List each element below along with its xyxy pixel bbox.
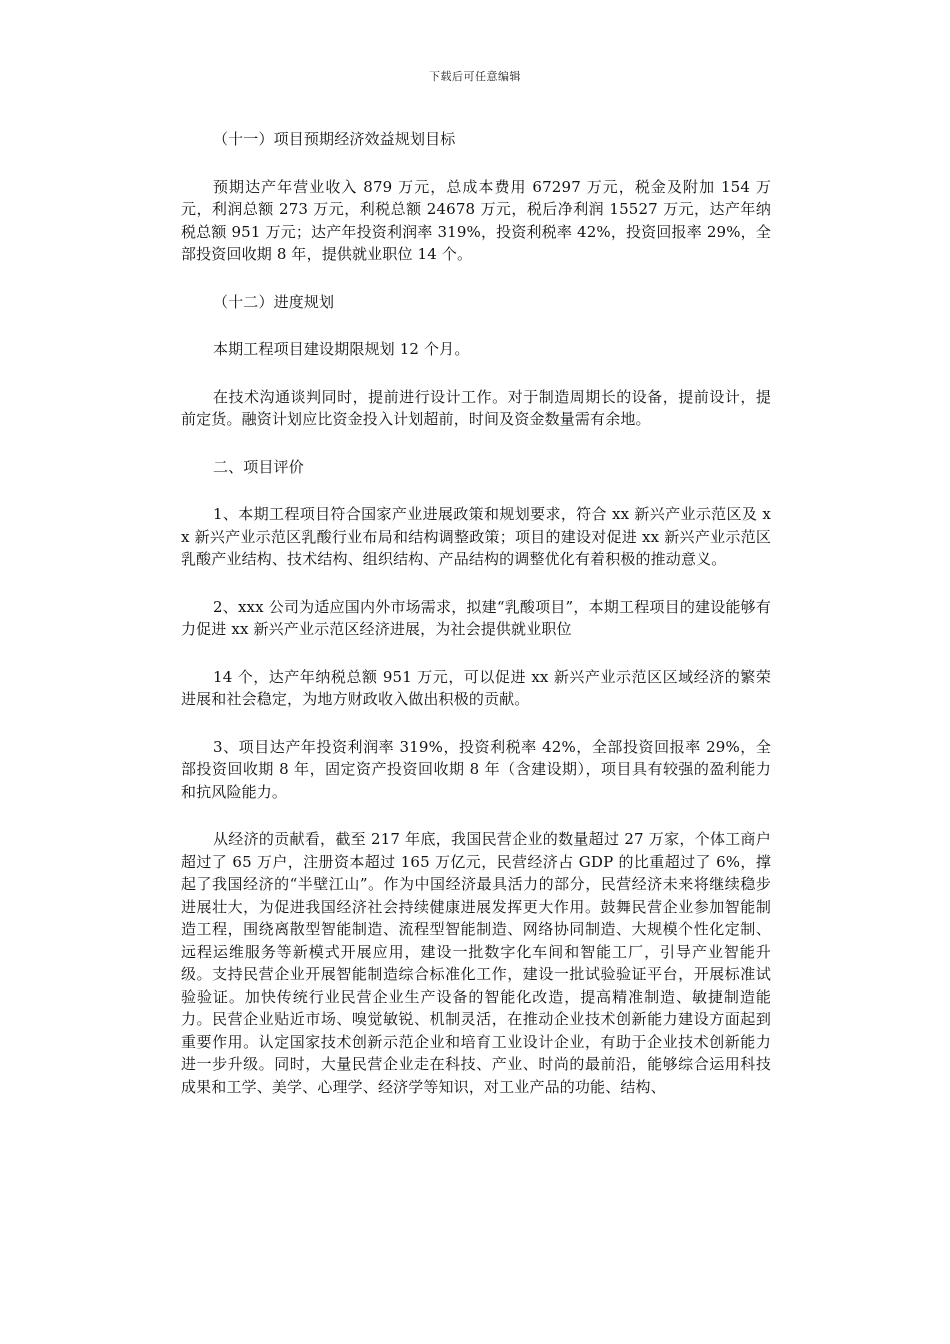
section-heading-schedule: （十二）进度规划 [213,292,335,311]
paragraph-evaluation-2-continued: 14 个，达产年纳税总额 951 万元，可以促进 xx 新兴产业示范区区域经济的繁荣进展和社会稳定，为地方财政收入做出积极的贡献。 [181,667,771,708]
document-body [181,128,771,1098]
paragraph-construction-period: 本期工程项目建设期限规划 12 个月。 [213,340,470,358]
paragraph-evaluation-3: 3、项目达产年投资利润率 319%，投资利税率 42%，全部投资回报率 29%，全部投资回收期 8 年，固定资产投资回收期 8 年（含建设期），项目具有较强的盈利能力和抗风险能力。 [181,737,771,801]
section-heading-evaluation: 二、项目评价 [213,457,304,476]
paragraph-economic-figures: 预期达产年营业收入 879 万元，总成本费用 67297 万元，税金及附加 154 万元，利润总额 273 万元，利税总额 24678 万元，税后净利润 15527 万元，达产年纳税总额 951 万元；达产年投资利润率 319%，投资利税率 42%，投资回报率 29%，全部投资回收期 8 年，提供就业职位 14 个。 [181,177,771,263]
paragraph-private-economy: 从经济的贡献看，截至 217 年底，我国民营企业的数量超过 27 万家，个体工商户超过了 65 万户，注册资本超过 165 万亿元，民营经济占 GDP 的比重超过了 6%，撑起了我国经济的“半壁江山”。作为中国经济最具活力的部分，民营经济未来将继续稳步进展壮大，为促进我国经济社会持续健康进展发挥更大作用。鼓舞民营企业参加智能制造工程，围绕离散型智能制造、流程型智能制造、网络协同制造、大规模个性化定制、远程运维服务等新模式开展应用，建设一批数字化车间和智能工厂，引导产业智能升级。支持民营企业开展智能制造综合标准化工作，建设一批试验验证平台，开展标准试验验证。加快传统行业民营企业生产设备的智能化改造，提高精准制造、敏捷制造能力。民营企业贴近市场、嗅觉敏锐、机制灵活，在推动企业技术创新能力建设方面起到重要作用。认定国家技术创新示范企业和培育工业设计企业，有助于企业技术创新能力进一步升级。同时，大量民营企业走在科技、产业、时尚的最前沿，能够综合运用科技成果和工学、美学、心理学、经济学等知识，对工业产品的功能、结构、 [181,830,771,1096]
paragraph-evaluation-1: 1、本期工程项目符合国家产业进展政策和规划要求，符合 xx 新兴产业示范区及 xx 新兴产业示范区乳酸行业布局和结构调整政策；项目的建设对促进 xx 新兴产业示范区乳酸产业结构、技术结构、组织结构、产品结构的调整优化有着积极的推动意义。 [181,505,771,568]
paragraph-design-work: 在技术沟通谈判同时，提前进行设计工作。对于制造周期长的设备，提前设计，提前定货。融资计划应比资金投入计划超前，时间及资金数量需有余地。 [181,387,771,428]
section-heading-economic-benefits: （十一）项目预期经济效益规划目标 [213,130,456,148]
page-header: 下载后可任意编辑 [429,70,521,83]
paragraph-evaluation-2: 2、xxx 公司为适应国内外市场需求，拟建“乳酸项目”，本期工程项目的建设能够有力促进 xx 新兴产业示范区经济进展，为社会提供就业职位 [181,597,771,638]
